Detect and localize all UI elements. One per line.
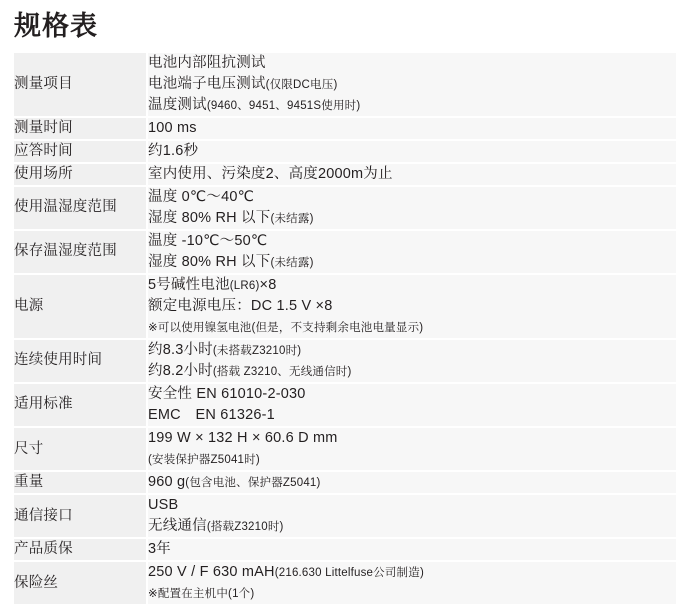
spec-value-line [148,296,676,317]
spec-value [147,186,676,230]
spec-value-line [148,583,676,604]
spec-label: 连续使用时间 [14,339,147,383]
spec-value-line [148,516,676,537]
spec-value-note: (但是，不支持剩余电池电量显示) [251,321,424,334]
spec-value-line [148,317,676,338]
spec-value-line [148,539,676,560]
spec-value-text: USB [148,497,179,514]
specification-table [14,53,676,606]
spec-value-text: 约8.3小时 [148,341,213,358]
spec-value [147,471,676,494]
spec-value-text: 温度 -10℃～50℃ [148,232,268,249]
spec-value-note: (9460、9451、9451S使用时) [206,99,361,112]
spec-value-line [148,449,676,470]
spec-value-note: (包含电池、保护器Z5041) [185,477,321,490]
table-row [14,561,676,605]
spec-label: 保存温湿度范围 [14,230,147,274]
spec-value-text: 室内使用、污染度2、高度2000m为止 [148,165,393,182]
spec-value-note: (仅限DC电压) [265,78,338,91]
spec-value-note: (未搭载Z3210时) [212,344,302,357]
spec-label: 使用温湿度范围 [14,186,147,230]
spec-value-note: (未结露) [270,256,314,269]
spec-value-text: 199 W × 132 H × 60.6 D mm [148,430,338,447]
table-row [14,427,676,471]
spec-value-text: 湿度 80% RH 以下 [148,209,271,226]
spec-value-line [148,340,676,361]
spec-value-line [148,361,676,382]
spec-value [147,538,676,561]
spec-value-text: 100 ms [148,119,197,136]
table-row [14,140,676,163]
spec-label: 尺寸 [14,427,147,471]
table-row [14,53,676,117]
spec-value-text: 250 V / F 630 mAH [148,564,275,581]
spec-value-text: 电池内部阻抗测试 [148,54,266,71]
spec-value-note: (安装保护器Z5041时) [148,454,260,467]
spec-value-note: (搭载 Z3210、无线通信时) [212,365,352,378]
spec-value [147,230,676,274]
spec-value-note: (1个) [228,588,255,601]
spec-value-line [148,384,676,405]
table-row [14,383,676,427]
table-row [14,274,676,339]
spec-value-line [148,472,676,493]
spec-value [147,383,676,427]
spec-value-line [148,95,676,116]
spec-value [147,274,676,339]
spec-value-line [148,231,676,252]
spec-value-note: ※可以使用镍氢电池 [148,321,252,334]
spec-value-text: 约8.2小时 [148,362,213,379]
table-row [14,163,676,186]
spec-value-note: ※配置在主机中 [148,588,229,601]
spec-value-text: 温度 0℃～40℃ [148,188,255,205]
spec-value-line [148,495,676,516]
spec-value-line [148,562,676,583]
table-row [14,494,676,538]
spec-label: 通信接口 [14,494,147,538]
spec-value-line [148,118,676,139]
spec-value-text: 无线通信 [148,518,207,535]
spec-value-text: 5号碱性电池 [148,276,230,293]
spec-value-line [148,74,676,95]
spec-value [147,427,676,471]
spec-value-line [148,164,676,185]
spec-label: 电源 [14,274,147,339]
spec-label: 测量时间 [14,117,147,140]
spec-value [147,117,676,140]
table-row [14,471,676,494]
spec-value-line [148,141,676,162]
spec-label: 测量项目 [14,53,147,117]
table-row [14,230,676,274]
specification-table-body [14,53,676,605]
table-row [14,186,676,230]
spec-value-note: (LR6) [229,279,260,292]
spec-value-line [148,208,676,229]
spec-value-line [148,428,676,449]
spec-value-note: (未结露) [270,212,314,225]
spec-value [147,339,676,383]
spec-value [147,561,676,605]
spec-value-line [148,405,676,426]
page-title: 规格表 [14,11,98,41]
spec-value-line [148,53,676,74]
spec-value-note: (216.630 Littelfuse公司制造) [274,567,424,580]
table-row [14,538,676,561]
table-row [14,339,676,383]
table-row [14,117,676,140]
spec-value-text: 额定电源电压：DC 1.5 V ×8 [148,297,333,314]
spec-value-text: 湿度 80% RH 以下 [148,253,271,270]
spec-value [147,163,676,186]
spec-value-line [148,275,676,296]
spec-value-text: 温度测试 [148,96,207,113]
spec-value-text: 3年 [148,541,171,558]
spec-value [147,494,676,538]
spec-label: 保险丝 [14,561,147,605]
spec-value-text: 安全性 EN 61010‑2‑030 [148,385,306,402]
spec-value-text: 电池端子电压测试 [148,75,266,92]
spec-value-text: EMC EN 61326‑1 [148,407,275,423]
spec-value-text: 960 g [148,474,186,491]
spec-label: 使用场所 [14,163,147,186]
spec-value [147,140,676,163]
spec-value-note: (搭载Z3210时) [206,521,284,534]
spec-value-text: 约1.6秒 [148,142,199,159]
spec-value-text: ×8 [259,276,277,293]
spec-label: 产品质保 [14,538,147,561]
spec-value [147,53,676,117]
spec-label: 适用标准 [14,383,147,427]
spec-value-line [148,252,676,273]
spec-value-line [148,187,676,208]
spec-label: 重量 [14,471,147,494]
spec-label: 应答时间 [14,140,147,163]
